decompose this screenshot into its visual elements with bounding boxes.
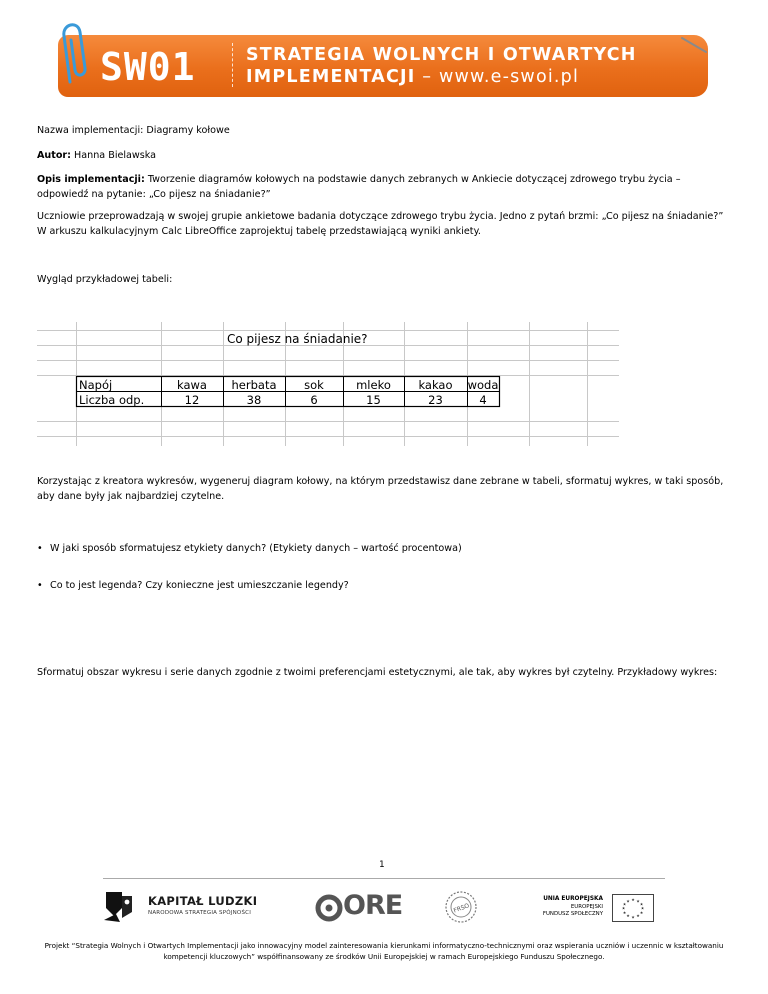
- eu-subtitle-1: EUROPEJSKI: [570, 904, 603, 910]
- list-item-text: Co to jest legenda? Czy konieczne jest umieszczanie legendy?: [50, 580, 349, 591]
- sheet-value-cell: 38: [246, 393, 262, 407]
- intro-paragraph: Uczniowie przeprowadzają w swojej grupie ankietowe badania dotyczące zdrowego trybu życia. Jedno z pytań brzmi: „Co pijesz na śniadanie?” W arkuszu kalkulacyjnym Calc LibreOffice zaprojektuj tabelę przedstawiającą wyniki ankiety.: [37, 211, 724, 237]
- sheet-column-header: sok: [304, 378, 324, 392]
- wizard-paragraph: Korzystając z kreatora wykresów, wygeneruj diagram kołowy, na którym przedstawisz dane zebrane w tabeli, sformatuj wykres, w taki sposób, aby dane były jak najbardziej czytelne.: [37, 476, 724, 502]
- author-label: Autor:: [37, 150, 71, 161]
- author-value: Hanna Bielawska: [71, 150, 157, 161]
- header-banner: [58, 31, 708, 97]
- sheet-value-cell: 23: [428, 393, 443, 407]
- svg-text:★: ★: [622, 910, 627, 915]
- description-label: Opis implementacji:: [37, 174, 145, 185]
- footer-divider: [103, 878, 665, 879]
- implementation-name: Nazwa implementacji: Diagramy kołowe: [37, 125, 230, 136]
- svg-text:★: ★: [626, 913, 630, 919]
- format-paragraph: Sformatuj obszar wykresu i serie danych zgodnie z twoimi preferencjami estetycznymi, ale tak, aby wykres był czytelny. Przykładowy wykres:: [37, 667, 718, 678]
- sheet-row-label: Liczba odp.: [79, 393, 145, 407]
- description-line: [37, 172, 727, 202]
- page-number: 1: [379, 860, 385, 870]
- ore-logo-icon: [315, 893, 345, 923]
- kapital-ludzki-logo: [100, 886, 140, 926]
- svg-text:★: ★: [639, 910, 644, 915]
- svg-text:★: ★: [636, 898, 640, 904]
- bullet-icon: •: [37, 543, 43, 554]
- eu-title: UNIA EUROPEJSKA: [543, 896, 603, 902]
- sheet-row-label: Napój: [79, 378, 113, 392]
- sheet-column-header: woda: [467, 378, 499, 392]
- ore-logo-text: ORE: [343, 890, 403, 921]
- project-footnote: Projekt “Strategia Wolnych i Otwartych Implementacji jako innowacyjny model zainteresowania kierunkami informatyczno-technicznymi oraz wspierania uczniów i uczennic w kształtowaniu kompetencji kluczowych” współfinansowany ze środków Unii Europejskiej w ramach Europejskiego Funduszu Społecznego.: [44, 941, 724, 961]
- sheet-column-header: mleko: [356, 378, 391, 392]
- frso-seal-icon: [443, 889, 479, 925]
- sheet-value-cell: 4: [479, 393, 487, 407]
- svg-text:★: ★: [639, 901, 644, 907]
- spreadsheet-example: [37, 322, 619, 446]
- kapital-ludzki-title: KAPITAŁ LUDZKI: [148, 894, 258, 908]
- paperclip-icon: [58, 16, 92, 86]
- svg-text:★: ★: [640, 905, 645, 911]
- list-item-text: W jaki sposób sformatujesz etykiety danych? (Etykiety danych – wartość procentowa): [50, 543, 462, 554]
- description-value: Tworzenie diagramów kołowych na podstawie danych zebranych w Ankiecie dotyczącej zdrowego trybu życia – odpowiedź na pytanie: „Co pijesz na śniadanie?”: [37, 174, 681, 200]
- frso-seal-text: FRSO: [452, 902, 471, 915]
- kapital-ludzki-subtitle: NARODOWA STRATEGIA SPÓJNOŚCI: [148, 910, 252, 916]
- svg-text:★: ★: [631, 897, 635, 902]
- eu-flag-icon: [612, 894, 654, 922]
- sheet-column-header: kakao: [418, 378, 453, 392]
- banner-title-strong: IMPLEMENTACJI: [246, 67, 416, 87]
- sheet-value-cell: 15: [366, 393, 381, 407]
- sheet-column-header: kawa: [177, 378, 207, 392]
- eu-subtitle-2: FUNDUSZ SPOŁECZNY: [542, 911, 603, 917]
- sheet-column-header: herbata: [231, 378, 277, 392]
- svg-text:★: ★: [631, 914, 635, 920]
- banner-title-line1: STRATEGIA WOLNYCH I OTWARTYCH: [246, 45, 637, 65]
- banner-url: – www.e-swoi.pl: [415, 67, 580, 87]
- svg-text:★: ★: [621, 905, 626, 911]
- author-line: [37, 148, 727, 163]
- pin-icon: [680, 35, 710, 55]
- sheet-value-cell: 6: [310, 393, 318, 407]
- banner-title-line2: [246, 67, 579, 87]
- list-item: [37, 578, 727, 593]
- svg-text:★: ★: [626, 898, 630, 904]
- sheet-value-cell: 12: [184, 393, 200, 407]
- svg-text:★: ★: [622, 901, 627, 907]
- table-caption: Wygląd przykładowej tabeli:: [37, 274, 173, 285]
- banner-separator: [232, 43, 233, 87]
- banner-logo: SW01: [100, 45, 196, 89]
- svg-text:★: ★: [636, 913, 640, 919]
- sheet-title: Co pijesz na śniadanie?: [227, 332, 368, 346]
- bullet-icon: •: [37, 580, 43, 591]
- list-item: [37, 541, 727, 556]
